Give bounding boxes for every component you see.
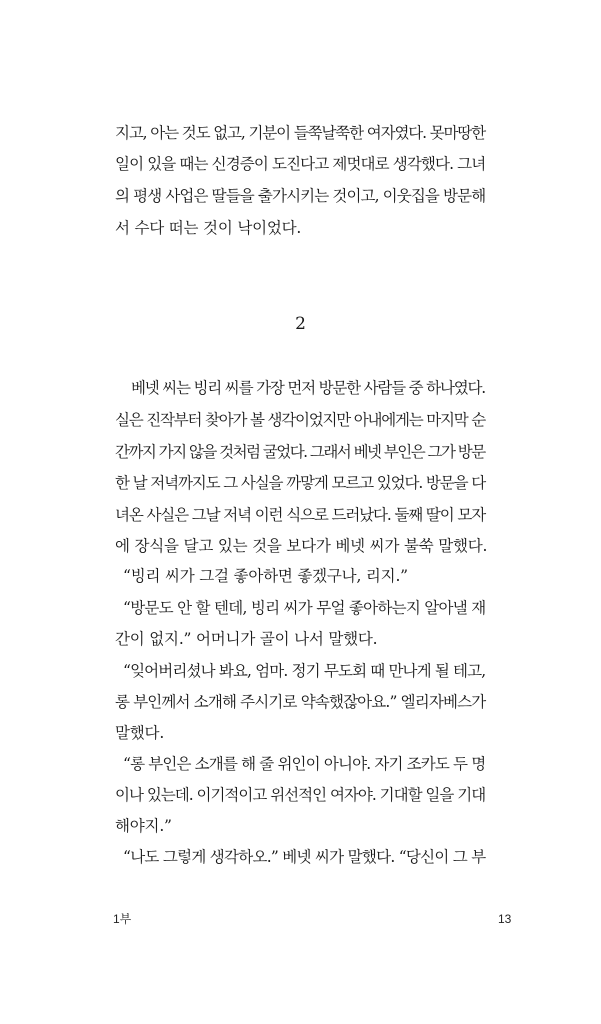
footer-part-label: 1부	[113, 912, 132, 926]
text-line-content: 에 장식을 달고 있는 것을 보다가 베넷 씨가 불쑥 말했다.	[115, 537, 488, 555]
text-line-content: 지고, 아는 것도 없고, 기분이 들쭉날쭉한 여자였다. 못마땅한	[115, 124, 486, 142]
text-line-content: 한 날 저녁까지도 그 사실을 까맣게 모르고 있었다. 방문을 다	[115, 474, 486, 492]
text-line-content: 서 수다 떠는 것이 낙이었다.	[115, 219, 302, 237]
text-line-content: 이나 있는데. 이기적이고 위선적인 여자야. 기대할 일을 기대	[115, 786, 486, 804]
text-line-content: “잊어버리셨나 봐요, 엄마. 정기 무도회 때 만나게 될 테고,	[123, 662, 486, 680]
section-number: 2	[295, 314, 306, 334]
text-line-content: 간이 없지.” 어머니가 골이 나서 말했다.	[115, 630, 378, 648]
text-line-content: 일이 있을 때는 신경증이 도진다고 제멋대로 생각했다. 그녀	[115, 155, 486, 173]
text-line-content: 의 평생 사업은 딸들을 출가시키는 것이고, 이웃집을 방문해	[115, 187, 486, 205]
text-line-content: 말했다.	[115, 724, 165, 742]
text-line-content: 녀온 사실은 그날 저녁 이런 식으로 드러났다. 둘째 딸이 모자	[115, 506, 486, 524]
text-line-content: 롱 부인께서 소개해 주시기로 약속했잖아요.” 엘리자베스가	[115, 693, 486, 711]
page-number: 13	[498, 912, 512, 926]
text-line-content: “방문도 안 할 텐데, 빙리 씨가 무얼 좋아하는지 알아낼 재	[123, 599, 486, 617]
text-line-content: “나도 그렇게 생각하오.” 베넷 씨가 말했다. “당신이 그 부	[123, 848, 486, 866]
text-line-content: 간까지 가지 않을 것처럼 굴었다. 그래서 베넷 부인은 그가 방문	[115, 443, 485, 461]
text-line-content: 해야지.”	[115, 817, 172, 835]
text-line-content: 베넷 씨는 빙리 씨를 가장 먼저 방문한 사람들 중 하나였다.	[131, 379, 485, 397]
text-line-content: “롱 부인은 소개를 해 줄 위인이 아니야. 자기 조카도 두 명	[123, 755, 486, 773]
text-line-content: “빙리 씨가 그걸 좋아하면 좋겠구나, 리지.”	[123, 567, 408, 585]
text-line-content: 실은 진작부터 찾아가 볼 생각이었지만 아내에게는 마지막 순	[115, 411, 485, 429]
